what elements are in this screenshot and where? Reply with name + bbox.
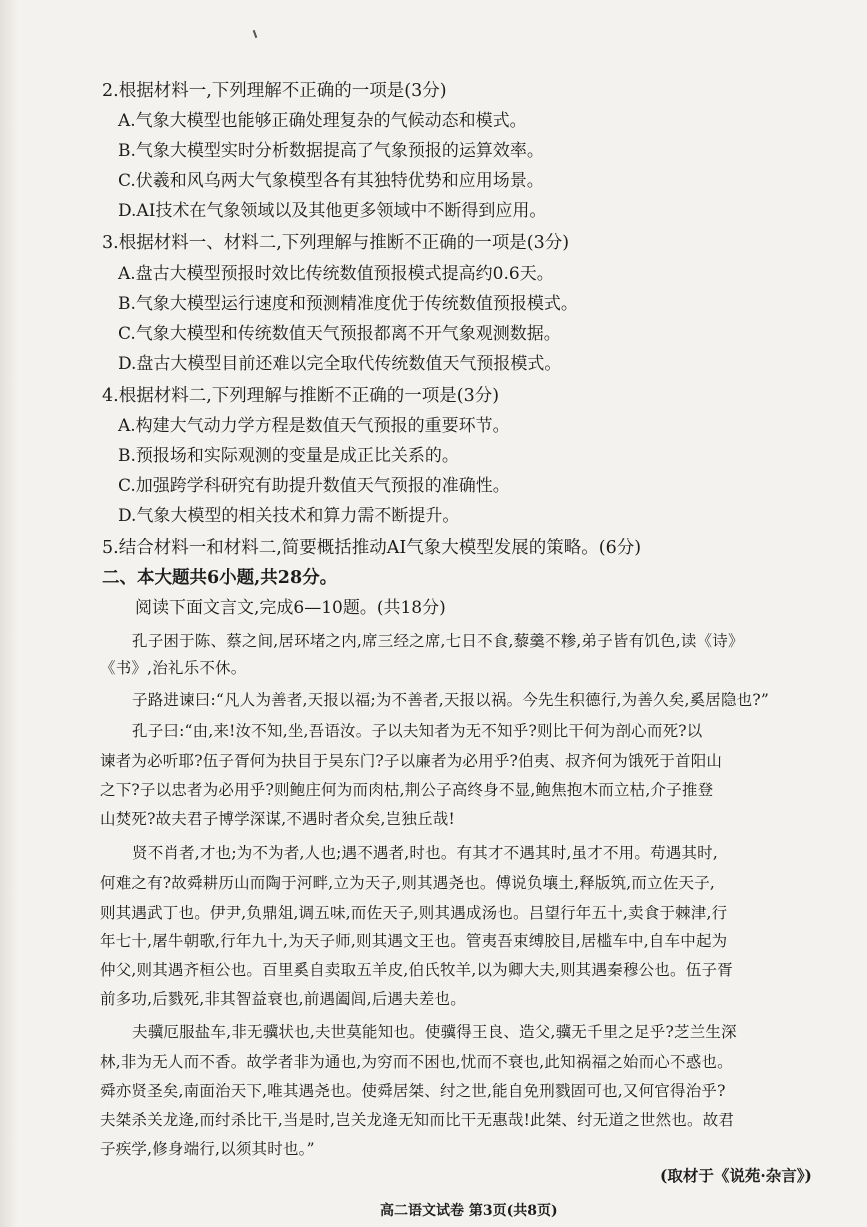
passage-line: 之下?子以忠者为必用乎?则鲍庄何为而肉枯,荆公子高终身不显,鲍焦抱木而立枯,介子推登 [100,781,714,799]
passage-line: 前多功,后戮死,非其智益衰也,前遇阖闾,后遇夫差也。 [100,990,466,1008]
passage-line: 山焚死?故夫君子博学深谋,不遇时者众矣,岂独丘哉! [100,810,455,828]
question-3-stem: 3.根据材料一、材料二,下列理解与推断不正确的一项是(3分) [102,233,570,253]
question-4-option-a: A.构建大气动力学方程是数值天气预报的重要环节。 [118,416,510,436]
passage-line: 孔子困于陈、蔡之间,居环堵之内,席三经之席,七日不食,藜羹不糁,弟子皆有饥色,读《诗》 [132,632,744,650]
section-header: 二、本大题共6小题,共28分。 [102,568,338,588]
passage-line: 夫骥厄服盐车,非无骥状也,夫世莫能知也。使骥得王良、造父,骥无千里之足乎?芝兰生深 [132,1023,737,1041]
passage-line: 舜亦贤圣矣,南面治天下,唯其遇尧也。使舜居桀、纣之世,能自免刑戮固可也,又何官得治乎? [100,1082,726,1100]
scan-edge-shadow [0,0,18,1227]
passage-line: 子疾学,修身端行,以须其时也。” [100,1140,315,1158]
passage-line: 《书》,治礼乐不休。 [100,659,247,677]
question-4-option-c: C.加强跨学科研究有助提升数值天气预报的准确性。 [118,476,510,496]
question-2-option-c: C.伏羲和风乌两大气象模型各有其独特优势和应用场景。 [118,171,544,191]
question-3-option-d: D.盘古大模型目前还难以完全取代传统数值天气预报模式。 [118,354,562,374]
passage-line: 年七十,屠牛朝歌,行年九十,为天子师,则其遇文王也。管夷吾束缚胶目,居槛车中,自车中起为 [100,932,728,950]
passage-line: 贤不肖者,才也;为不为者,人也;遇不遇者,时也。有其才不遇其时,虽才不用。苟遇其时, [132,844,718,862]
question-2-stem: 2.根据材料一,下列理解不正确的一项是(3分) [102,81,447,101]
question-3-option-b: B.气象大模型运行速度和预测精准度优于传统数值预报模式。 [118,294,578,314]
passage-line: 子路进谏曰:“凡人为善者,天报以福;为不善者,天报以祸。今先生积德行,为善久矣,奚居隐也?” [132,691,770,709]
page-footer: 高二语文试卷 第3页(共8页) [380,1203,558,1219]
passage-line: 则其遇武丁也。伊尹,负鼎俎,调五味,而佐天子,则其遇成汤也。吕望行年五十,卖食于棘津,行 [100,904,728,922]
question-3-option-a: A.盘古大模型预报时效比传统数值预报模式提高约0.6天。 [118,264,554,284]
passage-line: 仲父,则其遇齐桓公也。百里奚自卖取五羊皮,伯氏牧羊,以为卿大夫,则其遇秦穆公也。伍子胥 [100,961,733,979]
question-3-option-c: C.气象大模型和传统数值天气预报都离不开气象观测数据。 [118,324,561,344]
question-2-option-d: D.AI技术在气象领域以及其他更多领域中不断得到应用。 [118,201,547,221]
passage-source: (取材于《说苑·杂言》) [660,1166,812,1185]
passage-line: 何难之有?故舜耕历山而陶于河畔,立为天子,则其遇尧也。傅说负壤土,释版筑,而立佐天子, [100,874,716,892]
scan-speck [253,30,258,38]
question-4-option-b: B.预报场和实际观测的变量是成正比关系的。 [118,446,459,466]
question-4-option-d: D.气象大模型的相关技术和算力需不断提升。 [118,506,460,526]
passage-line: 夫桀杀关龙逄,而纣杀比干,当是时,岂关龙逄无知而比干无惠哉!此桀、纣无道之世然也。故君 [100,1111,735,1129]
question-5-stem: 5.结合材料一和材料二,简要概括推动AI气象大模型发展的策略。(6分) [102,538,642,558]
passage-line: 孔子曰:“由,来!汝不知,坐,吾语汝。子以夫知者为无不知乎?则比干何为剖心而死?以 [132,722,703,740]
passage-line: 林,非为无人而不香。故学者非为通也,为穷而不困也,忧而不衰也,此知祸福之始而心不惑也。 [100,1053,733,1071]
question-4-stem: 4.根据材料二,下列理解与推断不正确的一项是(3分) [102,386,500,406]
question-2-option-a: A.气象大模型也能够正确处理复杂的气候动态和模式。 [118,111,527,131]
section-instruction: 阅读下面文言文,完成6—10题。(共18分) [135,598,446,618]
question-2-option-b: B.气象大模型实时分析数据提高了气象预报的运算效率。 [118,141,544,161]
passage-line: 谏者为必听耶?伍子胥何为抉目于吴东门?子以廉者为必用乎?伯夷、叔齐何为饿死于首阳山 [100,752,723,770]
